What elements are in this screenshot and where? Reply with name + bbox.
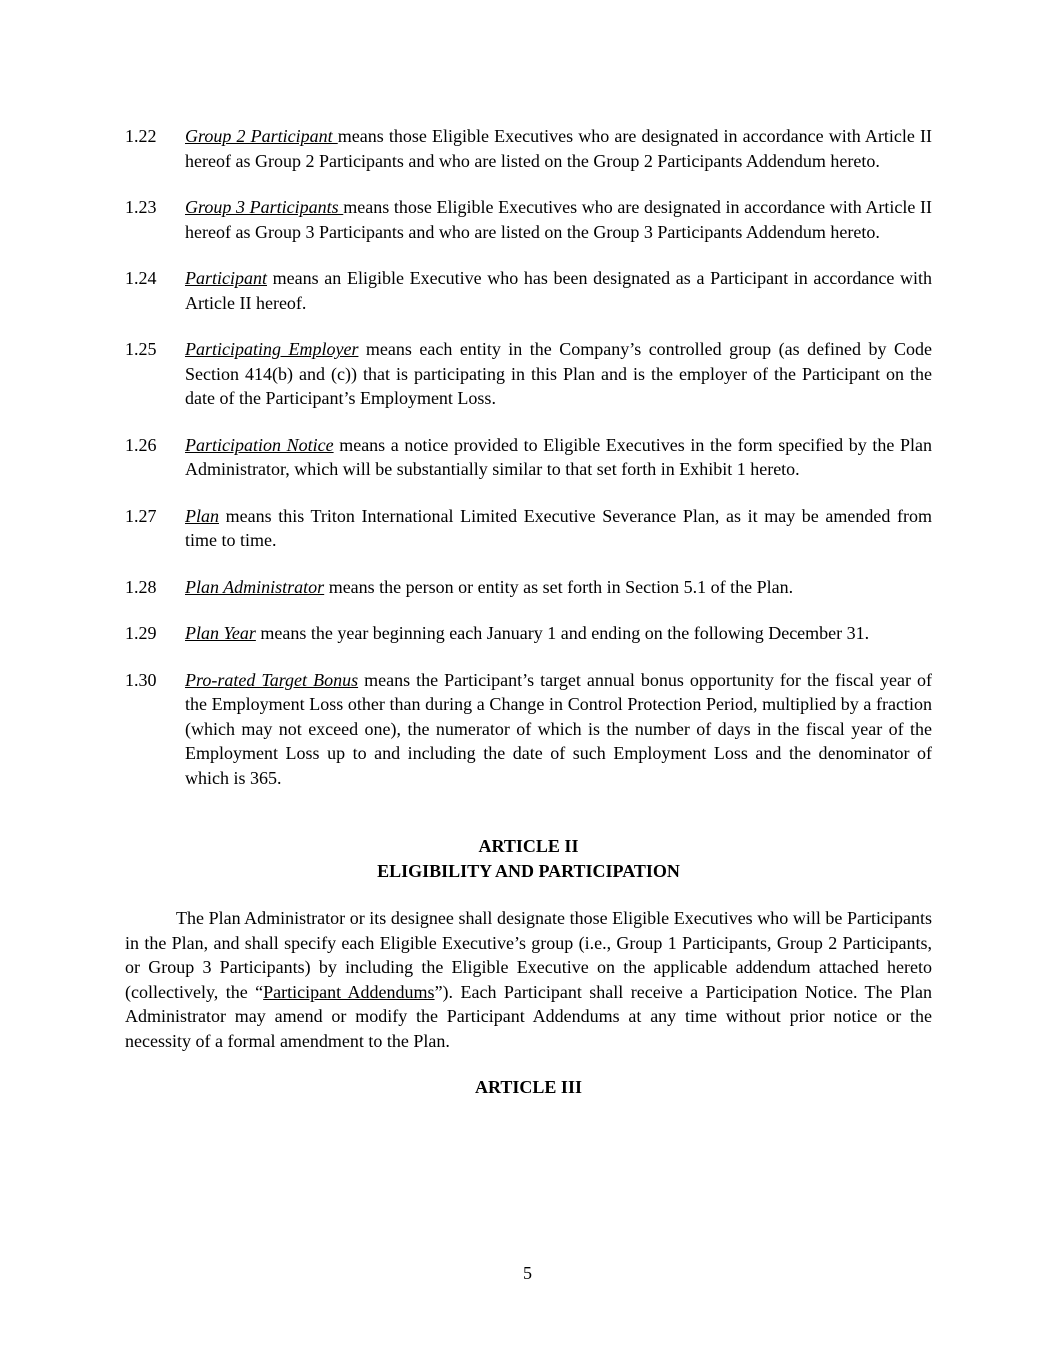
- definition-body: means a notice provided to Eligible Executives in the form specified by the Plan Administrator, which will be substantially similar to that set forth in Exhibit 1 hereto.: [185, 434, 932, 479]
- definition-item-1-30: [125, 668, 932, 791]
- paragraph-text-before: The Plan Administrator or its designee shall designate those Eligible Executives who will be Participants in the Plan, and shall specify each Eligible Executive’s group (i.e., Group 1 Participants, Group 2 Participants, or Group 3 Participants) by including the Eligible Executive on the applicable addendum attached hereto (collectively, the “: [125, 908, 932, 1002]
- defined-term: Plan Administrator: [185, 576, 325, 597]
- definition-text: [185, 195, 932, 244]
- definition-number: 1.24: [125, 268, 157, 288]
- definition-text: [185, 337, 932, 411]
- definition-item-1-22: [125, 124, 932, 173]
- definition-item-1-24: [125, 266, 932, 315]
- defined-term: Participating Employer: [185, 339, 359, 359]
- definition-body: means each entity in the Company’s controlled group (as defined by Code Section 414(b) and (c)) that is participating in this Plan and is the employer of the Participant on the date of the Participant’s Employment Loss.: [185, 339, 932, 408]
- definition-number: 1.28: [125, 576, 157, 597]
- definition-item-1-25: [125, 337, 932, 411]
- article-2-subtitle: ELIGIBILITY AND PARTICIPATION: [377, 860, 680, 881]
- definition-number: 1.23: [125, 197, 157, 217]
- definition-number: 1.22: [125, 126, 157, 146]
- definition-body: means the Participant’s target annual bonus opportunity for the fiscal year of the Employment Loss other than during a Change in Control Protection Period, multiplied by a fraction (which may not exceed one), the numerator of which is the number of days in the fiscal year of the Employment Loss up to and including the date of such Employment Loss and the denominator of which is 365.: [185, 669, 932, 788]
- definition-body: means those Eligible Executives who are designated in accordance with Article II hereof as Group 2 Participants and who are listed on the Group 2 Participants Addendum hereto.: [185, 126, 932, 171]
- definition-number: 1.26: [125, 434, 157, 455]
- definition-number: 1.25: [125, 339, 157, 359]
- page-number: 5: [523, 1263, 532, 1283]
- definition-text: [185, 124, 932, 173]
- article-2-heading: [125, 834, 932, 883]
- definition-item-1-28: [125, 575, 932, 600]
- definition-item-1-29: [125, 621, 932, 646]
- definition-number: 1.30: [125, 669, 157, 690]
- definition-body: means an Eligible Executive who has been designated as a Participant in accordance with Article II hereof.: [185, 268, 932, 313]
- defined-term: Plan Year: [185, 623, 256, 643]
- definition-item-1-23: [125, 195, 932, 244]
- article-3-heading: [125, 1075, 932, 1100]
- definition-body: means the year beginning each January 1 and ending on the following December 31.: [255, 623, 870, 643]
- article-3-title: ARTICLE III: [475, 1077, 582, 1097]
- definition-text: [185, 621, 932, 646]
- defined-term: Participant: [185, 268, 267, 288]
- definition-text: [185, 575, 932, 600]
- definition-body: means those Eligible Executives who are designated in accordance with Article II hereof as Group 3 Participants and who are listed on the Group 3 Participants Addendum hereto.: [185, 197, 932, 242]
- definition-number: 1.29: [125, 623, 157, 643]
- definition-item-1-26: [125, 433, 932, 482]
- definition-body: means this Triton International Limited Executive Severance Plan, as it may be amended from time to time.: [185, 505, 932, 550]
- paragraph-text-after: ”). Each Participant shall receive a Participation Notice. The Plan Administrator may amend or modify the Participant Addendums at any time without prior notice or the necessity of a formal amendment to the Plan.: [125, 981, 932, 1051]
- defined-term: Plan: [185, 505, 219, 526]
- defined-term: Group 2 Participant: [185, 126, 338, 146]
- definition-text: [185, 266, 932, 315]
- definition-text: [185, 504, 932, 553]
- definition-body: means the person or entity as set forth in Section 5.1 of the Plan.: [324, 576, 794, 597]
- defined-term: Group 3 Participants: [185, 197, 344, 217]
- definition-text: [185, 668, 932, 791]
- definition-item-1-27: [125, 504, 932, 553]
- participant-addendums-term: Participant Addendums: [263, 981, 435, 1002]
- definition-text: [185, 433, 932, 482]
- definition-number: 1.27: [125, 505, 157, 526]
- participation-paragraph: [125, 906, 932, 1053]
- article-2-title: ARTICLE II: [478, 836, 579, 856]
- defined-term: Participation Notice: [185, 434, 334, 455]
- defined-term: Pro-rated Target Bonus: [185, 669, 359, 690]
